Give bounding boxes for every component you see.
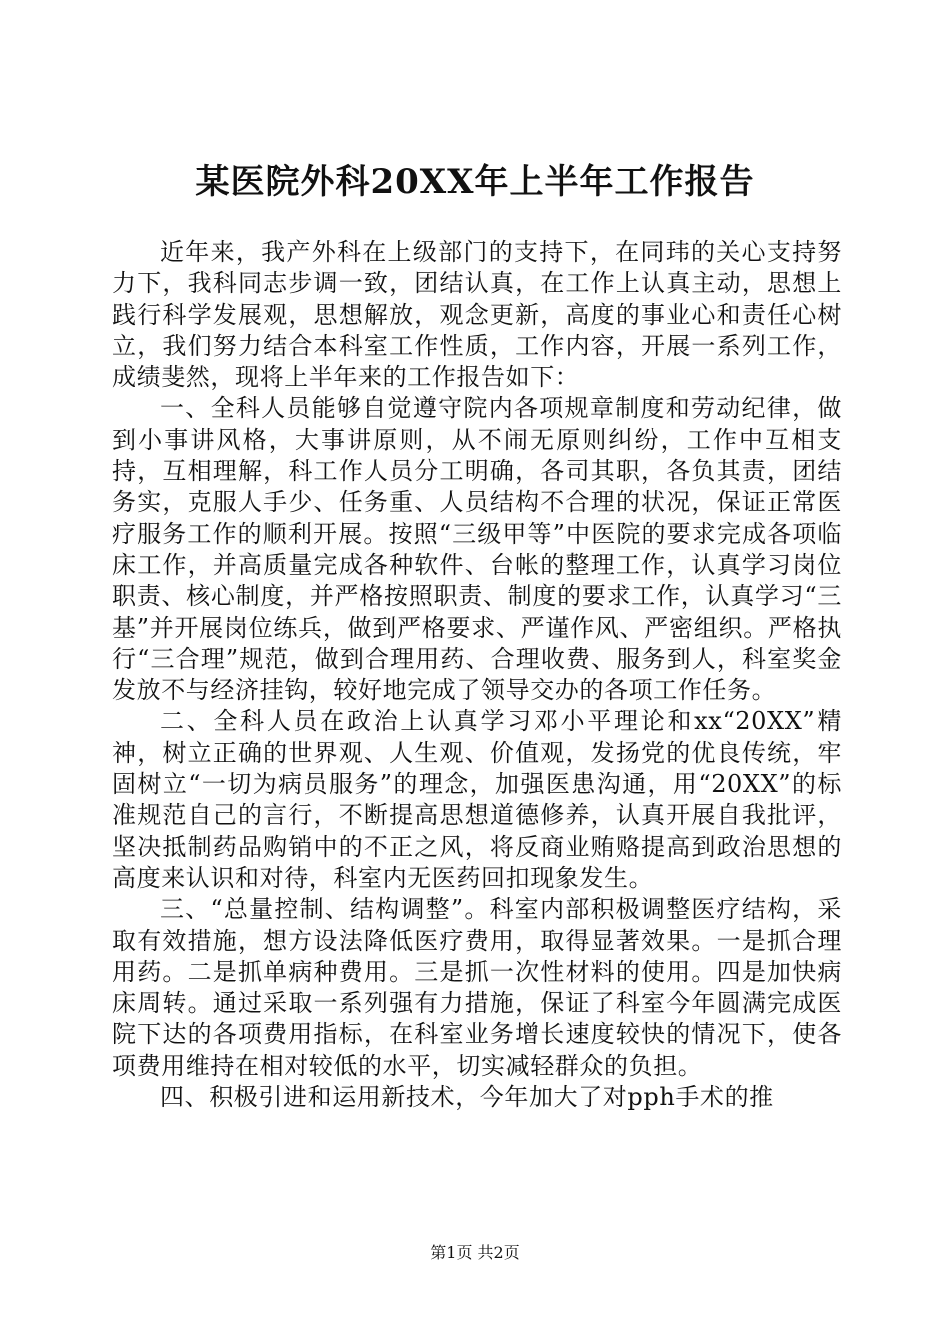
- page-number-footer: 第1页 共2页: [430, 1243, 520, 1262]
- paragraph-section-1: 一、全科人员能够自觉遵守院内各项规章制度和劳动纪律，做到小事讲风格，大事讲原则，从不闹无原则纠纷，工作中互相支持，互相理解，科工作人员分工明确，各司其职，各负其责，团结务实，克服人手少、任务重、人员结构不合理的状况，保证正常医疗服务工作的顺利开展。按照“三级甲等”中医院的要求完成各项临床工作，并高质量完成各种软件、台帐的整理工作，认真学习岗位职责、核心制度，并严格按照职责、制度的要求工作，认真学习“三基”并开展岗位练兵，做到严格要求、严谨作风、严密组织。严格执行“三合理”规范，做到合理用药、合理收费、服务到人，科室奖金发放不与经济挂钩，较好地完成了领导交办的各项工作任务。: [112, 394, 842, 705]
- paragraph-section-2: 二、全科人员在政治上认真学习邓小平理论和xx“20XX”精神，树立正确的世界观、人生观、价值观，发扬党的优良传统，牢固树立“一切为病员服务”的理念，加强医患沟通，用“20XX”的标准规范自己的言行，不断提高思想道德修养，认真开展自我批评，坚决抵制药品购销中的不正之风，将反商业贿赂提高到政治思想的高度来认识和对待，科室内无医药回扣现象发生。: [112, 707, 842, 892]
- paragraph-intro: 近年来，我产外科在上级部门的支持下，在同玮的关心支持努力下，我科同志步调一致，团结认真，在工作上认真主动，思想上践行科学发展观，思想解放，观念更新，高度的事业心和责任心树立，我们努力结合本科室工作性质，工作内容，开展一系列工作，成绩斐然，现将上半年来的工作报告如下：: [112, 238, 842, 392]
- paragraph-section-3: 三、“总量控制、结构调整”。科室内部积极调整医疗结构，采取有效措施，想方设法降低医疗费用，取得显著效果。一是抓合理用药。二是抓单病种费用。三是抓一次性材料的使用。四是加快病床周转。通过采取一系列强有力措施，保证了科室今年圆满完成医院下达的各项费用指标，在科室业务增长速度较快的情况下，使各项费用维持在相对较低的水平，切实减轻群众的负担。: [112, 895, 842, 1080]
- document-title: 某医院外科20XX年上半年工作报告: [195, 162, 755, 202]
- paragraph-section-4: 四、积极引进和运用新技术，今年加大了对pph手术的推: [160, 1083, 774, 1112]
- document-body: [112, 237, 842, 1113]
